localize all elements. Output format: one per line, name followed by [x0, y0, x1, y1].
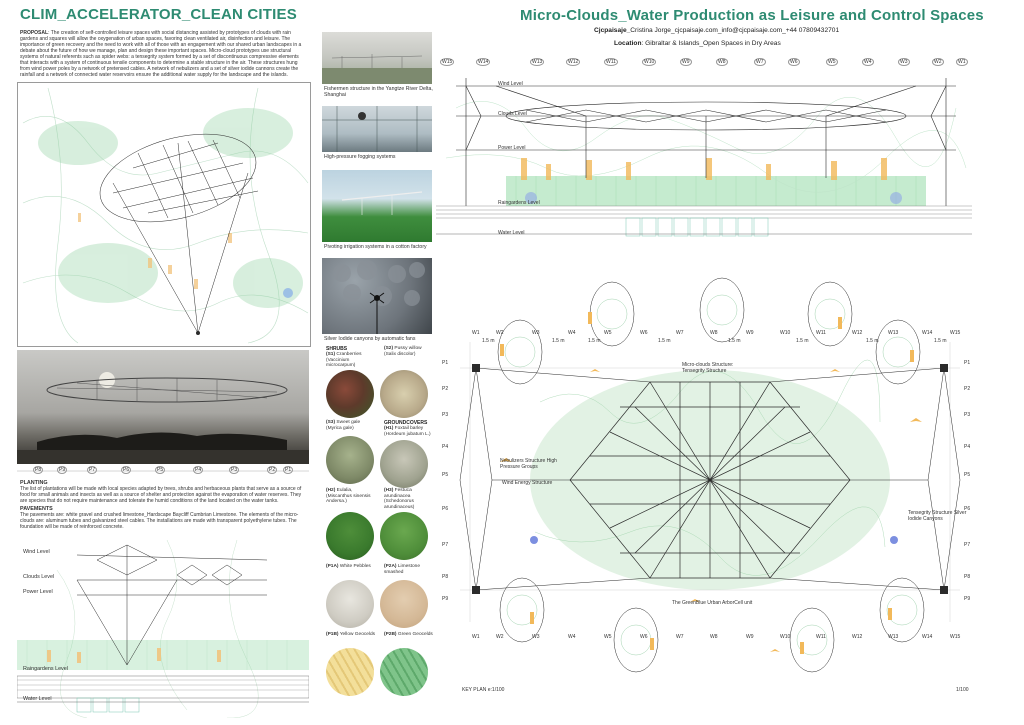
axis-tag: W2 — [496, 634, 504, 640]
pavements-text: The pavements are: white gravel and crushed limestone_Hardscape Baycliff Cumbrian Limestone. The elements of the micro-clouds are: aluminum tubes and galvanized steel cables. The installations are made with transparent polyethylene tubes. The foundation will be made of reinforced concrete. — [20, 512, 299, 530]
axis-tag: P4 — [964, 444, 971, 450]
spacing-label: 1.5 m — [552, 338, 565, 344]
axis-tag: W10 — [780, 634, 791, 640]
spacing-label: 1.5 m — [482, 338, 495, 344]
axis-tag: P4 — [442, 444, 449, 450]
axis-tag: W1 — [958, 59, 966, 65]
planting-paragraph — [20, 480, 308, 530]
axis-tag: P6 — [123, 467, 130, 473]
axis-tag: P2 — [964, 386, 971, 392]
author-name: Cjcpaisaje_ — [594, 27, 631, 34]
axonometric-svg — [18, 83, 310, 346]
label-wind: Wind Level — [23, 549, 50, 555]
label-water: Water Level — [23, 696, 52, 702]
caption-silver-iodide: Silver Iodide canyons by automatic fans — [324, 336, 416, 342]
axis-tag: P8 — [442, 574, 449, 580]
label-clouds: Clouds Level — [23, 574, 55, 580]
axis-tag: P5 — [157, 467, 164, 473]
axis-tag: W15 — [950, 330, 961, 336]
plant-code: (H2) — [326, 488, 336, 493]
axis-tag: W7 — [676, 634, 684, 640]
axis-tag: W10 — [780, 330, 791, 336]
axis-tag: W5 — [828, 59, 836, 65]
plant-item — [384, 346, 434, 357]
plant-code: (H1) — [384, 426, 394, 431]
axis-tag: W8 — [718, 59, 726, 65]
plant-name: White Pebbles — [339, 564, 371, 569]
section-label-wind: Wind Level — [498, 81, 523, 87]
axis-tag: W6 — [640, 330, 648, 336]
axis-tag: W3 — [532, 634, 540, 640]
plant-item — [384, 564, 434, 575]
axis-tag: W3 — [532, 330, 540, 336]
axis-tag: P5 — [964, 472, 971, 478]
axis-tag: W1 — [472, 634, 480, 640]
plant-code: (P2A) — [384, 564, 397, 569]
caption-fogging: High-pressure fogging systems — [324, 154, 396, 160]
spacing-label: 1.5 m — [796, 338, 809, 344]
axis-tag: P6 — [964, 506, 971, 512]
planting-text: The list of plantations will be made with local species adapted by trees, shrubs and herbaceous plants that serve as a source of food for small animals and insects as well as a source of shelter and protection against the evaporation of water reserves. They are species that do not require maintenance and tolerate the humid conditions of the land located on the water tanks. — [20, 486, 302, 504]
axis-tag: P1 — [964, 360, 971, 366]
caption-irrigation: Pivoting irrigation systems in a cotton factory — [324, 244, 427, 250]
axis-tag: P2 — [442, 386, 449, 392]
plan-label-key: KEY PLAN e:1/100 — [462, 687, 505, 693]
axis-tag: W15 — [442, 59, 453, 65]
location-line — [614, 40, 781, 47]
axis-tag: P7 — [89, 467, 96, 473]
plant-photo-s2 — [380, 370, 428, 418]
axis-tag: P2 — [269, 467, 276, 473]
axis-tag: P6 — [442, 506, 449, 512]
shrubs-heading: SHRUBS — [326, 346, 348, 352]
section-label-clouds: Clouds Level — [498, 111, 527, 117]
photo-fishermen — [322, 32, 432, 84]
plant-photo-h2 — [326, 512, 374, 560]
axis-tag: P9 — [964, 596, 971, 602]
plant-code: (P1A) — [326, 564, 339, 569]
plant-item — [384, 488, 434, 510]
caption-fishermen: Fishermen structure in the Yangtze River Delta, Shanghai — [324, 86, 433, 98]
location-label: Location — [614, 40, 642, 47]
axis-tag: W10 — [644, 59, 655, 65]
left-title: CLIM_ACCELERATOR_CLEAN CITIES — [20, 6, 297, 23]
plant-item — [326, 632, 376, 638]
plant-photo-p1a — [326, 580, 374, 628]
plant-item — [384, 632, 434, 638]
axis-tag: W2 — [496, 330, 504, 336]
plant-code: (S3) — [326, 420, 336, 425]
axonometric-drawing — [17, 82, 311, 347]
section-label-water: Water Level — [498, 230, 525, 236]
plant-item — [326, 564, 376, 570]
axis-tag: W6 — [640, 634, 648, 640]
section-axis-row — [436, 58, 972, 70]
left-section-drawing — [17, 540, 309, 718]
axis-tag: W13 — [888, 634, 899, 640]
plan-label-scale: 1/100 — [956, 687, 969, 693]
spacing-label: 1.5 m — [728, 338, 741, 344]
label-rain: Raingardens Level — [23, 666, 68, 672]
plan-right-p-axes — [964, 360, 978, 610]
spacing-label: 1.5 m — [934, 338, 947, 344]
plant-name: Festuca arundinacea (Schedonorus arundinaceus) — [384, 488, 415, 510]
axis-tag: W7 — [676, 330, 684, 336]
axis-tag: W5 — [604, 634, 612, 640]
plant-photo-p1b — [326, 648, 374, 696]
axis-tag: P1 — [285, 467, 292, 473]
plant-name: Pussy willow (Salix discolor) — [384, 346, 422, 357]
plant-item — [384, 426, 434, 437]
axis-tag: W15 — [950, 634, 961, 640]
plant-photo-p2b — [380, 648, 428, 696]
plant-photo-s3 — [326, 436, 374, 484]
axis-tag: W12 — [568, 59, 579, 65]
axis-tag: W4 — [864, 59, 872, 65]
author-line — [594, 27, 839, 34]
plant-photo-p2a — [380, 580, 428, 628]
axis-tag: W4 — [568, 634, 576, 640]
plan-left-p-axes — [442, 360, 456, 610]
axis-tag: P1 — [442, 360, 449, 366]
axis-tag: W14 — [922, 634, 933, 640]
photo-fogging — [322, 106, 432, 152]
plant-name: Sweet gale (Myrica gale) — [326, 420, 361, 431]
plant-code: (P2B) — [384, 632, 397, 637]
axis-tag: W9 — [746, 330, 754, 336]
spacing-label: 1.5 m — [588, 338, 601, 344]
spacing-label: 1.5 m — [866, 338, 879, 344]
plant-name: Foxtail barley (Hordeum jubatum L.) — [384, 426, 431, 437]
photo-irrigation — [322, 170, 432, 242]
axis-tag: W11 — [606, 59, 616, 65]
axis-tag: P4 — [195, 467, 202, 473]
axis-tag: W12 — [852, 330, 863, 336]
proposal-heading: PROPOSAL — [20, 30, 49, 36]
proposal-text: : The creation of self-controlled leisure spaces with social distancing assisted by prototypes of clouds with rain gardens and squares will allow the oxygenation of urban spaces, favoring clean ventilated air, disinfection and leisure. The importance of green recovery and the need to work with all of those with an engagement with our shared urban landscapes in a debate about the future of how we manage, plan and design these important spaces. Micro-cloud prototypes use structural systems of natural referents such as spider webs: a tensegrity system formed by a set of discontinuous compressive elements that interacts with a system of continuous tensile components to determine a stable structure in the air. These structures hung from wind power poles by a network of pretensed cables. A network of nebulizers and a set of silver iodide cannons create the rainfall and a network of connected water reservoirs ensure the additional water supply for the landscape and the islands. — [20, 30, 302, 78]
axis-tag: W8 — [710, 634, 718, 640]
plant-photo-h1 — [380, 440, 428, 488]
plant-name: Green Geocelds — [397, 632, 433, 637]
axis-tag: W14 — [922, 330, 933, 336]
groundcovers-heading: GROUNDCOVERS — [384, 420, 428, 426]
plant-photo-s1 — [326, 370, 374, 418]
axis-tag: W8 — [710, 330, 718, 336]
plant-item — [326, 352, 376, 369]
section-label-power: Power Level — [498, 145, 526, 151]
plan-bottom-axes — [440, 634, 980, 646]
photo-silver-iodide — [322, 258, 432, 334]
axis-tag: W5 — [604, 330, 612, 336]
axis-tag: W11 — [816, 634, 826, 640]
axis-tag: W13 — [888, 330, 899, 336]
right-title: Micro-Clouds_Water Production as Leisure and Control Spaces — [520, 7, 984, 24]
axis-tag: W1 — [472, 330, 480, 336]
axis-tag: W13 — [532, 59, 543, 65]
strip-axes — [17, 466, 309, 478]
axis-tag: W9 — [682, 59, 690, 65]
axis-tag: P7 — [964, 542, 971, 548]
axis-tag: W2 — [934, 59, 942, 65]
axis-tag: W6 — [790, 59, 798, 65]
axis-tag: P3 — [964, 412, 971, 418]
plan-label-greenblue: The GreenBlue Urban ArborCell unit — [672, 600, 753, 606]
axis-tag: W9 — [746, 634, 754, 640]
location-value: : Gibraltar & Islands_Open Spaces in Dry Areas — [641, 40, 781, 47]
axis-tag: W14 — [478, 59, 489, 65]
plant-item — [326, 420, 376, 431]
plant-name: Cranberries (Vaccinium microcarpum) — [326, 352, 362, 369]
axis-tag: P3 — [442, 412, 449, 418]
axis-tag: P3 — [231, 467, 238, 473]
author-details: Cristina Jorge_cjcpaisaje.com_info@cjcpaisaje.com_+44 07809432701 — [630, 27, 840, 34]
main-section-drawing — [436, 58, 972, 248]
render-photo — [17, 350, 309, 464]
label-power: Power Level — [23, 589, 53, 595]
spacing-label: 1.5 m — [658, 338, 671, 344]
axis-tag: W11 — [816, 330, 826, 336]
axis-tag: P8 — [35, 467, 42, 473]
plant-photo-h3 — [380, 512, 428, 560]
plant-code: (S2) — [384, 346, 394, 351]
axis-tag: P5 — [442, 472, 449, 478]
key-plan-drawing — [440, 272, 980, 720]
plan-label-micro: Micro-clouds Structure: Tensegrity Structure — [682, 362, 734, 374]
plant-item — [326, 488, 376, 505]
plan-label-tensegrity: Tensegrity Structure Silver Iodide Canyons — [908, 510, 967, 522]
axis-tag: P8 — [964, 574, 971, 580]
axis-tag: W7 — [756, 59, 764, 65]
axis-tag: W3 — [900, 59, 908, 65]
proposal-paragraph — [20, 30, 308, 78]
plant-name: Eulalia, (Miscanthus sinensis Andersa.) — [326, 488, 371, 505]
axis-tag: W12 — [852, 634, 863, 640]
plant-code: (H3) — [384, 488, 394, 493]
plan-spacing-row — [440, 338, 980, 348]
planting-heading: PLANTING — [20, 480, 48, 486]
section-label-rain: Raingardens Level — [498, 200, 540, 206]
plant-name: Yellow Geocelds — [339, 632, 376, 637]
axis-tag: W4 — [568, 330, 576, 336]
axis-tag: P9 — [59, 467, 66, 473]
plant-code: (S1) — [326, 352, 336, 357]
axis-tag: P9 — [442, 596, 449, 602]
plan-label-nebulizers: Nebulizers Structure High Pressure Groups — [500, 458, 557, 470]
axis-tag: P7 — [442, 542, 449, 548]
plant-name: Limestone smashed — [384, 564, 421, 575]
pavements-heading: PAVEMENTS — [20, 506, 53, 512]
plan-label-wind-energy: Wind Energy Structure — [502, 480, 553, 486]
plant-code: (P1B) — [326, 632, 339, 637]
